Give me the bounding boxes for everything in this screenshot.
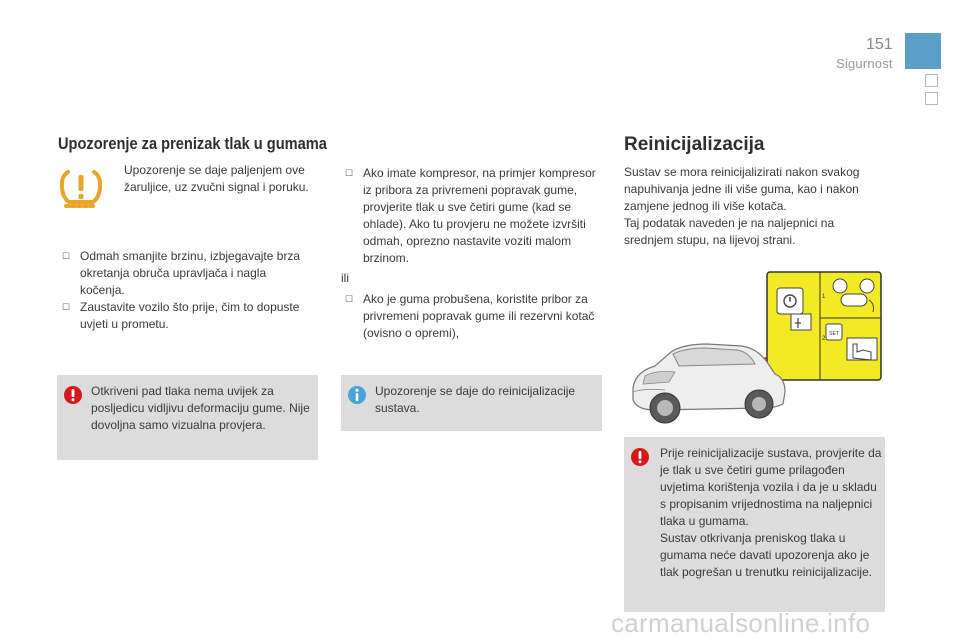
checkbox-bullet-icon: ☐ (345, 168, 354, 178)
list-item-text: Odmah smanjite brzinu, izbjegavajte brza okretanja obruča upravljača i nagla kočenja. (80, 249, 301, 297)
warning-exclamation-icon (630, 447, 650, 467)
warning-note (57, 375, 318, 460)
reset-text-paragraph: Taj podatak naveden je na naljepnici na srednjem stupu, na lijevoj strani. (624, 216, 835, 247)
warning-note-paragraph: Prije reinicijalizacije sustava, provjerite da je tlak u sve četiri gume prilagođen uvjetima korištenja vozila i da je u skladu s propisanim vrijednostima na naljepnici tlaka u gumama. (660, 446, 882, 528)
step-number: 2 (822, 336, 826, 342)
info-note (341, 375, 602, 431)
page-number: 151 (866, 36, 893, 53)
list-item (341, 165, 596, 267)
action-list (58, 248, 308, 333)
warning-note (624, 437, 885, 612)
warning-note-paragraph: Sustav otkrivanja preniskog tlaka u gumama neće davati upozorenja ako je tlak pogrešan u trenutku reinicijalizacije. (660, 531, 873, 579)
tyre-pressure-warning-icon (58, 166, 104, 210)
car-label-illustration (625, 268, 883, 430)
info-icon (347, 385, 367, 405)
list-item-text: Zaustavite vozilo što prije, čim to dopuste uvjeti u prometu. (80, 300, 300, 331)
watermark: carmanualsonline.info (611, 608, 871, 638)
action-list-continued (341, 165, 596, 342)
section-tab (905, 33, 941, 69)
list-item-text: Ako je guma probušena, koristite pribor za privremeni popravak gume ili rezervni kotač (ovisno o opremi), (363, 292, 595, 340)
warning-note-text (660, 445, 882, 581)
checkbox-bullet-icon: ☐ (345, 294, 354, 304)
or-separator: ili (341, 271, 349, 285)
checkbox-bullet-icon: ☐ (62, 251, 71, 261)
section-name: Sigurnost (836, 56, 893, 71)
warning-note-text: Otkriveni pad tlaka nema uvijek za posljedicu vidljivu deformaciju gume. Nije dovoljna samo vizualna provjera. (91, 384, 310, 432)
list-item (58, 248, 308, 299)
section-heading-reset: Reinicijalizacija (624, 134, 765, 155)
step-number: 1 (822, 294, 826, 300)
lamp-description: Upozorenje se daje paljenjem ove žaruljice, uz zvučni signal i poruku. (124, 163, 309, 194)
reset-text-paragraph: Sustav se mora reinicijalizirati nakon svakog napuhivanja jedne ili više guma, kao i nakon zamjene jednog ili više kotača. (624, 165, 860, 213)
tab-square (925, 92, 938, 105)
section-heading-tyre-warning: Upozorenje za prenizak tlak u gumama (58, 134, 327, 153)
info-note-text: Upozorenje se daje do reinicijalizacije sustava. (375, 384, 576, 415)
list-item (58, 299, 308, 333)
reset-description (624, 164, 874, 249)
warning-exclamation-icon (63, 385, 83, 405)
checkbox-bullet-icon: ☐ (62, 302, 71, 312)
set-button-label: SET (829, 331, 839, 337)
tab-square (925, 74, 938, 87)
list-item-text: Ako imate kompresor, na primjer kompresor iz pribora za privremeni popravak gume, provjerite tlak u sve četiri gume (kad se ohlade). Ako tu provjeru ne možete izvršiti odmah, oprezno nastavite voziti malom brzinom. (363, 166, 596, 265)
list-item (341, 291, 596, 342)
